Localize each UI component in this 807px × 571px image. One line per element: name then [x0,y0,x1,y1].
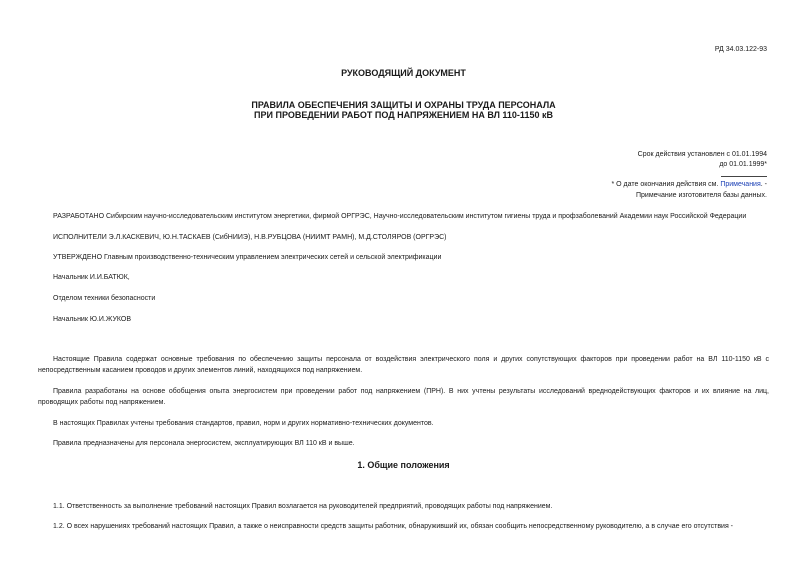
document-type-title: РУКОВОДЯЩИЙ ДОКУМЕНТ [341,68,466,78]
executors: ИСПОЛНИТЕЛИ Э.Л.КАСКЕВИЧ, Ю.Н.ТАСКАЕВ (СибНИИЭ), Н.В.РУБЦОВА (НИИМТ РАМН), М.Д.СТОЛЯРОВ (ОРГРЭС) [53,234,447,241]
intro-paragraph-1 [38,354,769,376]
intro-paragraph-1-text: Настоящие Правила содержат основные требования по обеспечению защиты персонала от воздействия электрического поля и других сопутствующих факторов при проведении работ на ВЛ 110-1150 кВ с непосредственным касанием проводов и других элементов линий, находящихся под напряжением. [38,356,769,374]
footnote-line-2: Примечание изготовителя базы данных. [635,192,767,199]
chief-zhukov: Начальник Ю.И.ЖУКОВ [53,316,132,323]
footnote-prefix: * О дате окончания действия см. [611,181,719,188]
notes-link[interactable]: Примечания [720,181,761,188]
intro-paragraph-2 [38,386,769,408]
document-title-line-1: ПРАВИЛА ОБЕСПЕЧЕНИЯ ЗАЩИТЫ И ОХРАНЫ ТРУДА ПЕРСОНАЛА [251,100,556,110]
intro-paragraph-2-text: Правила разработаны на основе обобщения опыта энергосистем при проведении работ под напряжением (ПРН). В них учтены результаты исследований вреднодействующих факторов и их влияние на лиц, проводящих работы под напряжением. [38,388,769,406]
document-title-line-2: ПРИ ПРОВЕДЕНИИ РАБОТ ПОД НАПРЯЖЕНИЕМ НА ВЛ 110-1150 кВ [254,110,553,120]
item-1-2 [38,521,769,532]
document-code: РД 34.03.122-93 [714,46,767,53]
section-1-title: 1. Общие положения [357,460,450,470]
footnote-divider [721,176,767,177]
safety-department: Отделом техники безопасности [53,295,156,302]
item-1-1-text: 1.1. Ответственность за выполнение требований настоящих Правил возлагается на руководителей предприятий, проводящих работы под напряжением. [53,503,553,510]
intro-paragraph-4 [38,438,769,449]
footnote-suffix: . - [760,181,767,188]
developed-by: РАЗРАБОТАНО Сибирским научно-исследовательским институтом энергетики, фирмой ОРГРЭС, Научно-исследовательским институтом гигиены труда и профзаболеваний Академии наук Российской Федерации [53,213,747,220]
item-1-1 [38,501,769,512]
intro-paragraph-3-text: В настоящих Правилах учтены требования стандартов, правил, норм и других нормативно-технических документов. [53,420,434,427]
footnote-line-1 [611,181,767,188]
approved-by: УТВЕРЖДЕНО Главным производственно-техническим управлением электрических сетей и сельской электрификации [53,254,442,261]
validity-end: до 01.01.1999* [719,161,767,168]
intro-paragraph-3 [38,418,769,429]
item-1-2-text: 1.2. О всех нарушениях требований настоящих Правил, а также о неисправности средств защиты работник, обнаруживший их, обязан сообщить непосредственному руководителю, а в случае его отсутствия - [53,523,734,530]
intro-paragraph-4-text: Правила предназначены для персонала энергосистем, эксплуатирующих ВЛ 110 кВ и выше. [53,440,355,447]
chief-batyuk: Начальник И.И.БАТЮК, [53,274,130,281]
validity-start: Срок действия установлен с 01.01.1994 [637,151,767,158]
